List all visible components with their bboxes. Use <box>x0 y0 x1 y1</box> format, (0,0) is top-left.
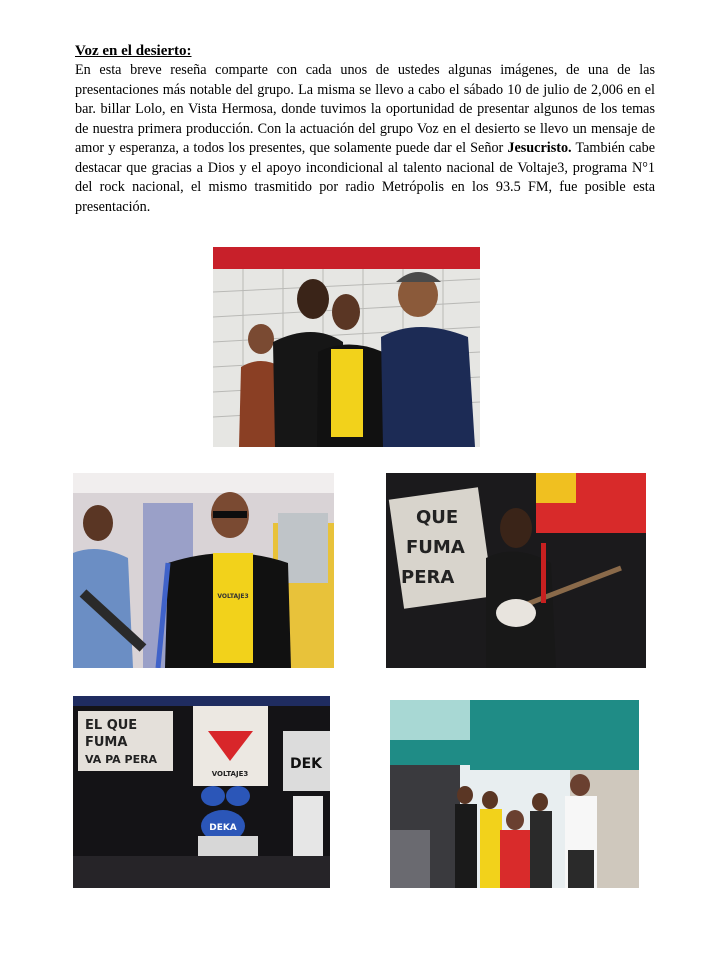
shirt-logo-text: VOLTAJE3 <box>217 593 249 600</box>
amp-logo-text: DEK <box>289 756 323 772</box>
photo-group-outside <box>390 700 639 888</box>
photo-stage-drums <box>73 696 330 888</box>
banner-line-3: VA PA PERA <box>85 753 158 766</box>
paragraph-emphasis: Jesucristo. <box>507 140 572 156</box>
banner-line-2: FUMA <box>85 735 128 750</box>
body-paragraph <box>75 61 655 217</box>
document-title: Voz en el desierto: <box>75 43 192 59</box>
sign-line-3: PERA <box>401 567 455 588</box>
paragraph-text-1: En esta breve reseña comparte con cada unos de ustedes algunas imágenes, de una de las presentaciones más notable del grupo. La misma se llevo a cabo el sábado 10 de julio de 2,006 en el bar. billar Lolo, en Vista Hermosa, donde tuvimos la oportunidad de presentar algunos de los temas de nuestra primera producción. Con la actuación del grupo Voz en el desierto se llevo un mensaje de amor y esperanza, a todos los presentes, que solamente puede dar el Señor <box>75 62 655 156</box>
banner-logo-text: VOLTAJE3 <box>211 770 249 778</box>
photo-guitarist-banner <box>386 473 646 668</box>
banner-line-1: EL QUE <box>85 718 138 733</box>
photo-singer-stage <box>73 473 334 668</box>
sign-line-2: FUMA <box>406 537 465 558</box>
sign-line-1: QUE <box>416 507 459 528</box>
drum-logo-text: DEKA <box>209 823 237 833</box>
paragraph-text-2: También cabe destacar que gracias a Dios y el apoyo incondicional al talento nacional de Voltaje3, programa N°1 del rock nacional, el mismo trasmitido por radio Metrópolis en los 93.5 FM, fue posible esta presentación. <box>75 140 655 215</box>
photo-group-portrait <box>213 247 480 447</box>
